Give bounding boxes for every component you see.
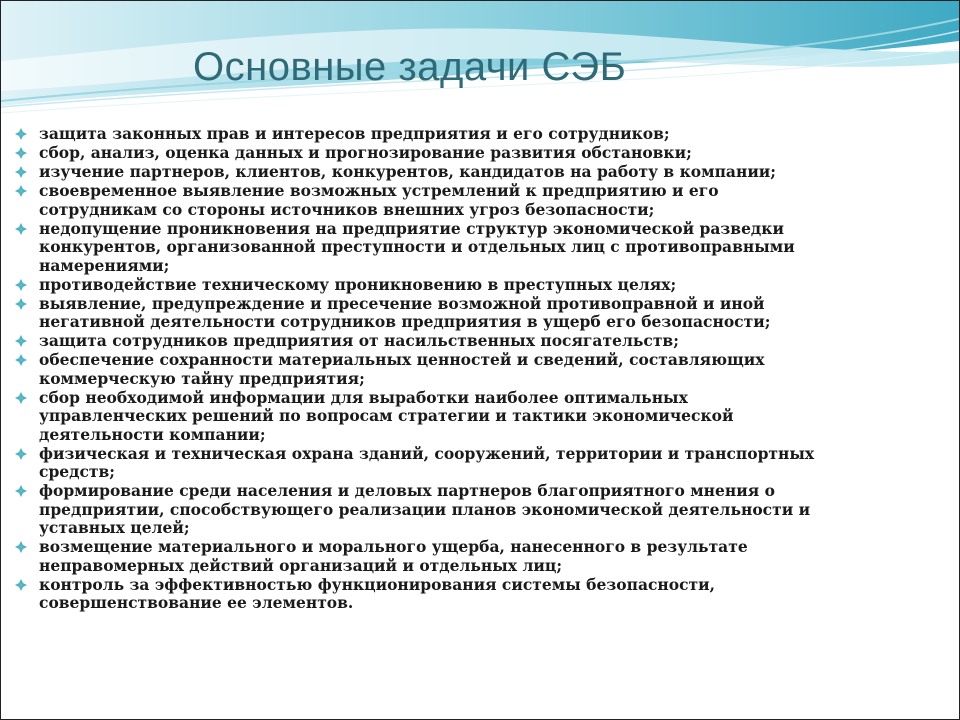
bullet-item: [15, 351, 835, 388]
bullet-item: [15, 163, 835, 182]
bullet-list: [15, 125, 835, 613]
bullet-text: своевременное выявление возможных устремлений к предприятию и его сотрудникам со стороны источников внешних угроз безопасности;: [39, 181, 719, 219]
bullet-text: контроль за эффективностью функционирования системы безопасности, совершенствование ее элементов.: [39, 574, 716, 612]
bullet-text: возмещение материального и морального ущерба, нанесенного в результате неправомерных действий организаций и отдельных лиц;: [39, 537, 748, 575]
bullet-text: сбор, анализ, оценка данных и прогнозирование развития обстановки;: [39, 143, 692, 162]
bullet-item: [15, 144, 835, 163]
bullet-item: [15, 276, 835, 295]
bullet-item: [15, 482, 835, 538]
bullet-text: недопущение проникновения на предприятие структур экономической разведки конкурентов, организованной преступности и отдельных лиц с противоправными намерениями;: [39, 218, 795, 275]
diamond-bullet-icon: [15, 223, 27, 235]
diamond-bullet-icon: [15, 298, 27, 310]
diamond-bullet-icon: [15, 354, 27, 366]
diamond-bullet-icon: [15, 185, 27, 197]
bullet-item: [15, 445, 835, 482]
bullet-text: изучение партнеров, клиентов, конкурентов, кандидатов на работу в компании;: [39, 162, 777, 181]
bullet-item: [15, 332, 835, 351]
bullet-text: физическая и техническая охрана зданий, сооружений, территории и транспортных средств;: [39, 443, 815, 481]
diamond-bullet-icon: [15, 579, 27, 591]
diamond-bullet-icon: [15, 485, 27, 497]
diamond-bullet-icon: [15, 166, 27, 178]
bullet-item: [15, 125, 835, 144]
diamond-bullet-icon: [15, 541, 27, 553]
bullet-item: [15, 538, 835, 575]
bullet-text: защита сотрудников предприятия от насильственных посягательств;: [39, 331, 679, 350]
diamond-bullet-icon: [15, 279, 27, 291]
bullet-item: [15, 295, 835, 332]
bullet-text: формирование среди населения и деловых партнеров благоприятного мнения о предприятии, способствующего реализации планов экономической деятельности и уставных целей;: [39, 481, 811, 537]
bullet-item: [15, 220, 835, 276]
diamond-bullet-icon: [15, 335, 27, 347]
diamond-bullet-icon: [15, 448, 27, 460]
bullet-text: выявление, предупреждение и пресечение возможной противоправной и иной негативной деятельности сотрудников предприятия в ущерб его безопасности;: [39, 293, 771, 331]
bullet-text: обеспечение сохранности материальных ценностей и сведений, составляющих коммерческую тайну предприятия;: [39, 350, 765, 388]
bullet-item: [15, 182, 835, 219]
diamond-bullet-icon: [15, 128, 27, 140]
diamond-bullet-icon: [15, 147, 27, 159]
bullet-item: [15, 576, 835, 613]
bullet-text: противодействие техническому проникновению в преступных целях;: [39, 274, 677, 294]
bullet-text: сбор необходимой информации для выработки наиболее оптимальных управленческих решений по вопросам стратегии и тактики экономической деятельности компании;: [39, 387, 734, 444]
slide-title: Основные задачи СЭБ: [193, 45, 627, 89]
bullet-text: защита законных прав и интересов предприятия и его сотрудников;: [39, 124, 670, 143]
diamond-bullet-icon: [15, 392, 27, 404]
bullet-item: [15, 389, 835, 445]
